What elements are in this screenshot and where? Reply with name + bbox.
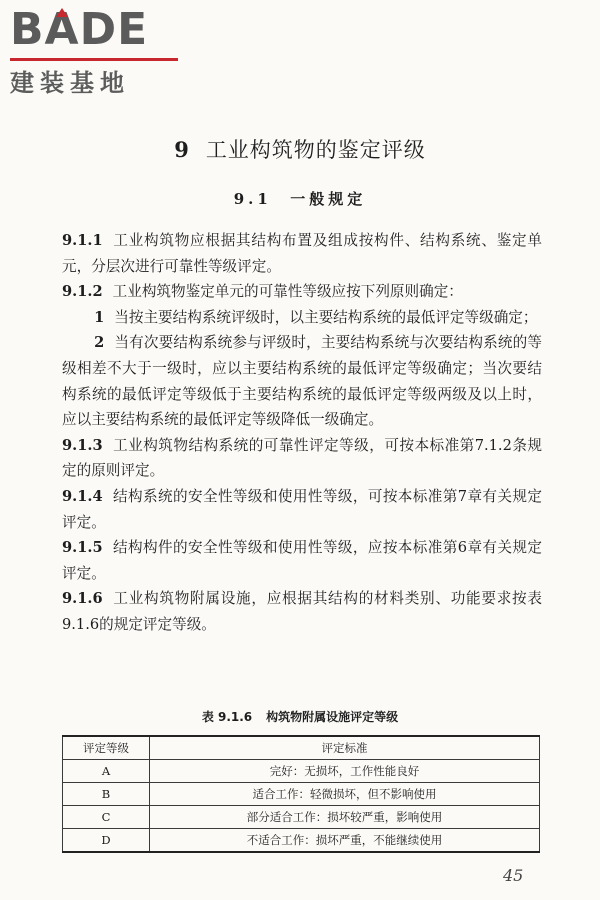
chapter-title xyxy=(0,134,600,164)
table-row xyxy=(63,760,540,783)
grade-cell: C xyxy=(63,806,150,829)
grade-cell: A xyxy=(63,760,150,783)
criteria-cell: 不适合工作：损坏严重，不能继续使用 xyxy=(150,829,540,853)
clause-9-1-2-item-2: 2 当有次要结构系统参与评级时，主要结构系统与次要结构系统的等级相差不大于一级时，应以主要结构系统的最低评定等级确定；当次要结构系统的最低评定等级低于主要结构系统的最低评定等级两级及以上时，应以主要结构系统的最低评定等级降低一级确定。 xyxy=(62,334,542,429)
table-header-row xyxy=(63,736,540,760)
logo-letter-b: B xyxy=(10,4,45,55)
chapter-number: 9 xyxy=(174,137,190,162)
table-header-grade: 评定等级 xyxy=(63,736,150,760)
page-number: 45 xyxy=(503,866,524,885)
clause-9-1-2: 9.1.2 工业构筑物鉴定单元的可靠性等级应按下列原则确定： xyxy=(62,283,463,301)
clause-9-1-5: 9.1.5 结构构件的安全性等级和使用性等级，应按本标准第6章有关规定评定。 xyxy=(62,539,542,582)
grade-cell: D xyxy=(63,829,150,853)
section-heading: 一般规定 xyxy=(290,190,367,208)
table-header-criteria: 评定标准 xyxy=(150,736,540,760)
chapter-heading: 工业构筑物的鉴定评级 xyxy=(205,138,426,162)
clause-list xyxy=(62,228,542,638)
table-caption xyxy=(0,708,600,725)
logo-letter-a: A xyxy=(44,4,80,55)
section-title xyxy=(0,188,600,209)
section-number: 9.1 xyxy=(233,190,272,208)
clause-9-1-3: 9.1.3 工业构筑物结构系统的可靠性评定等级，可按本标准第7.1.2条规定的原则评定。 xyxy=(62,436,542,480)
table-title: 构筑物附属设施评定等级 xyxy=(266,710,399,724)
rating-table xyxy=(62,735,540,853)
table-row xyxy=(63,829,540,853)
clause-9-1-1: 9.1.1 工业构筑物应根据其结构布置及组成按构件、结构系统、鉴定单元，分层次进行可靠性等级评定。 xyxy=(62,232,542,275)
criteria-cell: 完好：无损坏，工作性能良好 xyxy=(150,760,540,783)
clause-9-1-4: 9.1.4 结构系统的安全性等级和使用性等级，可按本标准第7章有关规定评定。 xyxy=(62,487,542,531)
clause-9-1-6: 9.1.6 工业构筑物附属设施，应根据其结构的材料类别、功能要求按表9.1.6的规定评定等级。 xyxy=(62,590,542,633)
table-number: 表 9.1.6 xyxy=(201,710,253,724)
table-row xyxy=(63,806,540,829)
logo-subtitle: 建装基地 xyxy=(10,69,130,97)
clause-9-1-2-item-1: 1 当按主要结构系统评级时，以主要结构系统的最低评定等级确定； xyxy=(94,308,538,326)
table-row xyxy=(63,783,540,806)
criteria-cell: 适合工作：轻微损坏，但不影响使用 xyxy=(150,783,540,806)
publisher-logo xyxy=(10,4,180,97)
logo-divider xyxy=(10,58,178,61)
logo-letter-e: E xyxy=(117,4,149,55)
criteria-cell: 部分适合工作：损坏较严重，影响使用 xyxy=(150,806,540,829)
logo-wordmark xyxy=(10,6,180,54)
logo-letter-d: D xyxy=(79,4,118,55)
grade-cell: B xyxy=(63,783,150,806)
